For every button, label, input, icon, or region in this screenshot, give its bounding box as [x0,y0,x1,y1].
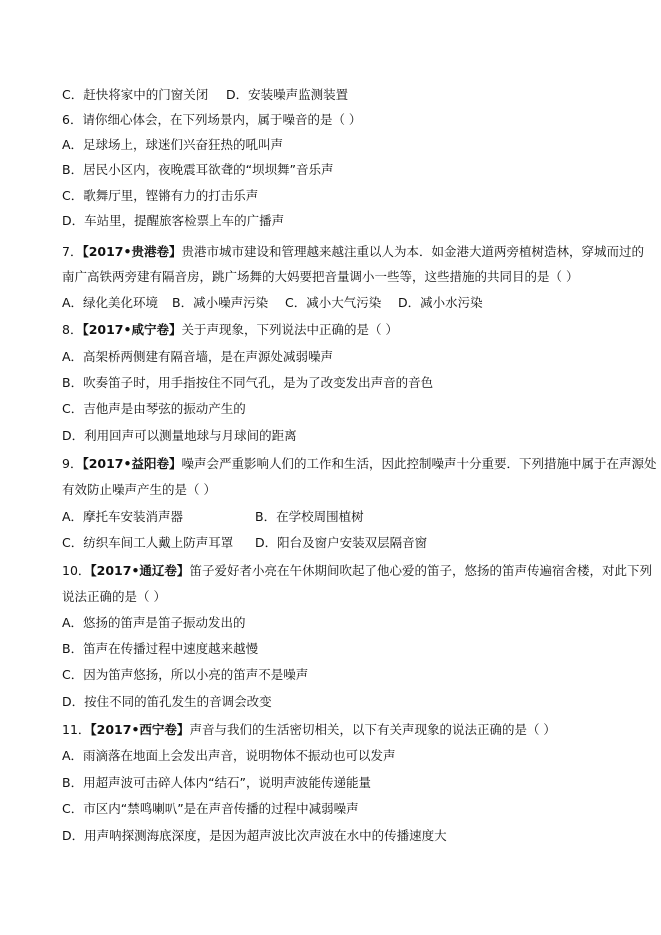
q10-option-b: B．笛声在传播过程中速度越来越慢 [62,641,259,656]
q7-option-a: A．绿化美化环境 [62,295,159,310]
q8-option-b: B．吹奏笛子时，用手指按住不同气孔，是为了改变发出声音的音色 [62,375,434,390]
q6-option-a: A．足球场上，球迷们兴奋狂热的吼叫声 [62,137,284,152]
q8-option-a: A．高架桥两侧建有隔音墙，是在声源处减弱噪声 [62,349,334,364]
q7-stem-line1: 7．【2017•贵港卷】贵港市城市建设和管理越来越注重以人为本．如金港大道两旁植树造林，穿城而过的 [62,244,644,259]
q11-option-c: C．市区内“禁鸣喇叭”是在声音传播的过程中减弱噪声 [62,801,359,816]
q9-option-d: D．阳台及窗户安装双层隔音窗 [255,535,428,550]
q10-stem-line1: 10．【2017•通辽卷】笛子爱好者小亮在午休期间吹起了他心爱的笛子，悠扬的笛声传遍宿舍楼，对此下列 [62,563,652,578]
q7-option-c: C．减小大气污染 [285,295,382,310]
q7-source-tag: 【2017•贵港卷】 [82,244,182,259]
q11-option-a: A．雨滴落在地面上会发出声音，说明物体不振动也可以发声 [62,748,396,763]
q8-stem: 8．【2017•咸宁卷】关于声现象，下列说法中正确的是（ ） [62,322,398,337]
q7-stem-line2: 南广高铁两旁建有隔音房，跳广场舞的大妈要把音量调小一些等，这些措施的共同目的是（ ） [62,269,579,284]
q8-source-tag: 【2017•咸宁卷】 [82,322,182,337]
q5-option-c: C．赶快将家中的门窗关闭 [62,87,209,102]
q9-stem-line2: 有效防止噪声产生的是（ ） [62,482,216,497]
q9-option-c: C．纺织车间工人戴上防声耳罩 [62,535,234,550]
q11-option-d: D．用声呐探测海底深度，是因为超声波比次声波在水中的传播速度大 [62,828,447,843]
q7-option-d: D．减小水污染 [398,295,483,310]
q10-source-tag: 【2017•通辽卷】 [90,563,190,578]
q11-source-tag: 【2017•西宁卷】 [90,722,190,737]
q10-option-d: D．按住不同的笛孔发生的音调会改变 [62,694,272,709]
q10-option-a: A．悠扬的笛声是笛子振动发出的 [62,615,246,630]
q9-stem-line1: 9．【2017•益阳卷】噪声会严重影响人们的工作和生活，因此控制噪声十分重要．下列措施中属于在声源处 [62,456,657,471]
q11-option-b: B．用超声波可击碎人体内“结石”，说明声波能传递能量 [62,775,372,790]
q11-stem: 11．【2017•西宁卷】声音与我们的生活密切相关，以下有关声现象的说法正确的是（ ） [62,722,556,737]
q10-option-c: C．因为笛声悠扬，所以小亮的笛声不是噪声 [62,667,309,682]
q6-stem: 6．请你细心体会，在下列场景内，属于噪音的是（ ） [62,112,362,127]
q6-option-c: C．歌舞厅里，铿锵有力的打击乐声 [62,188,259,203]
q9-option-b: B．在学校周围植树 [255,509,364,524]
q6-option-b: B．居民小区内，夜晚震耳欲聋的“坝坝舞”音乐声 [62,162,334,177]
q5-option-d: D．安装噪声监测装置 [226,87,349,102]
q9-source-tag: 【2017•益阳卷】 [82,456,182,471]
q8-option-c: C．吉他声是由琴弦的振动产生的 [62,401,246,416]
q10-stem-line2: 说法正确的是（ ） [62,589,166,604]
q6-option-d: D．车站里，提醒旅客检票上车的广播声 [62,213,285,228]
q8-option-d: D．利用回声可以测量地球与月球间的距离 [62,428,297,443]
q9-option-a: A．摩托车安装消声器 [62,509,184,524]
q7-option-b: B．减小噪声污染 [172,295,269,310]
